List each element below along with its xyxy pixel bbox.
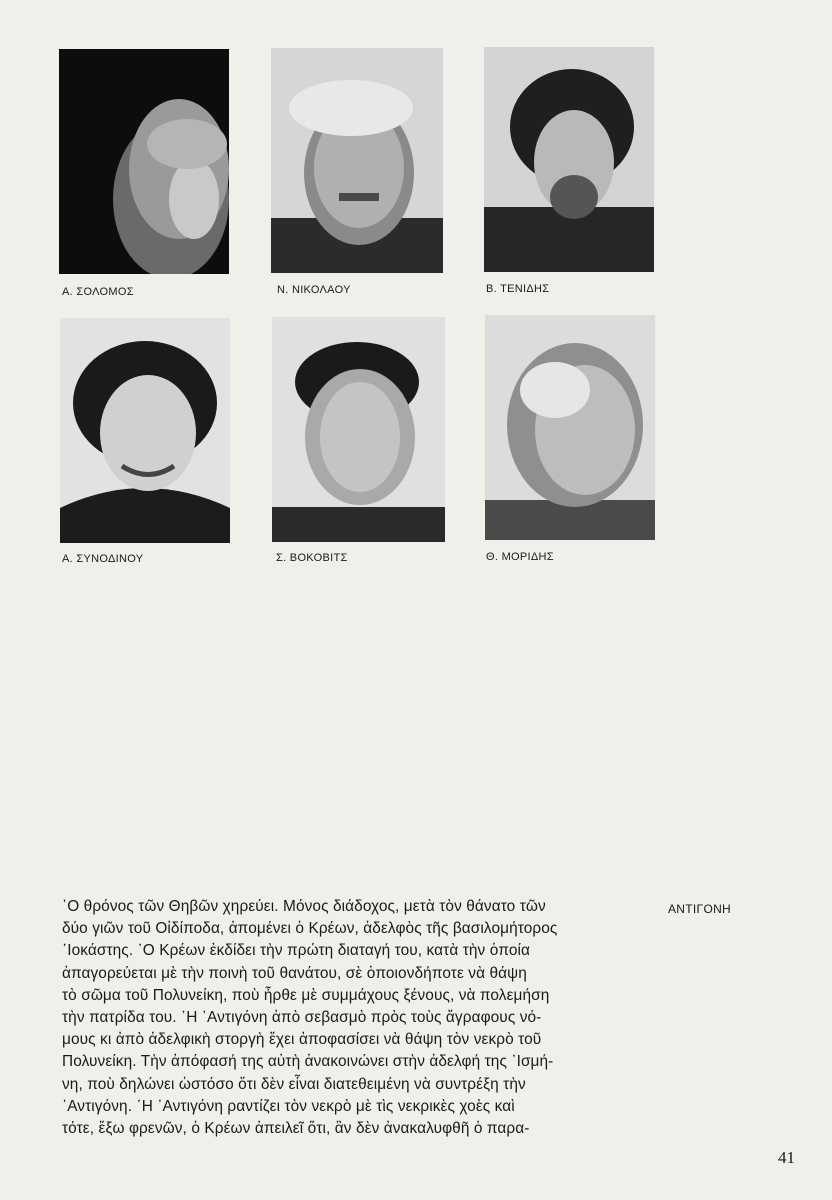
caption-moridis: Θ. ΜΟΡΙΔΗΣ: [486, 551, 554, 563]
text-line: δύο γιῶν τοῦ Οἰδίποδα, ἀπομένει ὁ Κρέων, ἀδελφὸς τῆς βασιλομήτορος: [62, 920, 558, 938]
caption-nikolaou: Ν. ΝΙΚΟΛΑΟΥ: [277, 284, 351, 296]
portrait-moridis: [485, 315, 655, 540]
text-line: νη, ποὺ δηλώνει ὡστόσο ὅτι δὲν εἶναι διατεθειμένη νὰ συντρέξη τὴν: [62, 1075, 526, 1093]
portrait-solomos: [59, 49, 229, 274]
text-line: Πολυνείκη. Τὴν ἀπόφασή της αὐτὴ ἀνακοινώνει στὴν ἀδελφή της ᾿Ισμή-: [62, 1053, 554, 1071]
caption-vokovits: Σ. ΒΟΚΟΒΙΤΣ: [276, 552, 348, 564]
text-line: τὸ σῶμα τοῦ Πολυνείκη, ποὺ ἦρθε μὲ συμμάχους ξένους, νὰ πολεμήση: [62, 986, 550, 1004]
text-line: ῾Ο θρόνος τῶν Θηβῶν χηρεύει. Μόνος διάδοχος, μετὰ τὸν θάνατο τῶν: [62, 898, 546, 915]
caption-synodinou: Α. ΣΥΝΟΔΙΝΟΥ: [62, 553, 144, 565]
synopsis-text: [62, 896, 658, 1140]
text-line: ᾿Ιοκάστης. ῾Ο Κρέων ἐκδίδει τὴν πρώτη διαταγή του, κατὰ τὴν ὁποία: [62, 942, 531, 960]
text-line: τότε, ἔξω φρενῶν, ὁ Κρέων ἀπειλεῖ ὅτι, ἂν δὲν ἀνακαλυφθῆ ὁ παρα-: [62, 1120, 530, 1138]
portrait-photo-icon: [272, 317, 445, 542]
portrait-photo-icon: [484, 47, 654, 272]
text-line: τὴν πατρίδα του. ῾Η ᾿Αντιγόνη ἀπὸ σεβασμὸ πρὸς τοὺς ἄγραφους νό-: [62, 1009, 542, 1027]
portrait-photo-icon: [485, 315, 655, 540]
caption-solomos: Α. ΣΟΛΟΜΟΣ: [62, 286, 134, 298]
caption-tenidis: Β. ΤΕΝΙΔΗΣ: [486, 283, 550, 295]
portrait-tenidis: [484, 47, 654, 272]
portrait-nikolaou: [271, 48, 443, 273]
portrait-photo-icon: [60, 318, 230, 543]
page-number: 41: [778, 1148, 795, 1167]
text-line: ᾿Αντιγόνη. ῾Η ᾿Αντιγόνη ραντίζει τὸν νεκρὸ μὲ τὶς νεκρικὲς χοὲς καὶ: [62, 1097, 515, 1115]
text-line: ἀπαγορεύεται μὲ τὴν ποινὴ τοῦ θανάτου, σὲ ὁποιονδήποτε νὰ θάψη: [62, 964, 527, 982]
text-line: μους κι ἀπὸ ἀδελφικὴ στοργὴ ἔχει ἀποφασίσει νὰ θάψη τὸν νεκρὸ τοῦ: [62, 1031, 542, 1049]
portrait-vokovits: [272, 317, 445, 542]
portrait-synodinou: [60, 318, 230, 543]
portrait-photo-icon: [59, 49, 229, 274]
side-label: ΑΝΤΙΓΟΝΗ: [668, 902, 732, 916]
portrait-photo-icon: [271, 48, 443, 273]
